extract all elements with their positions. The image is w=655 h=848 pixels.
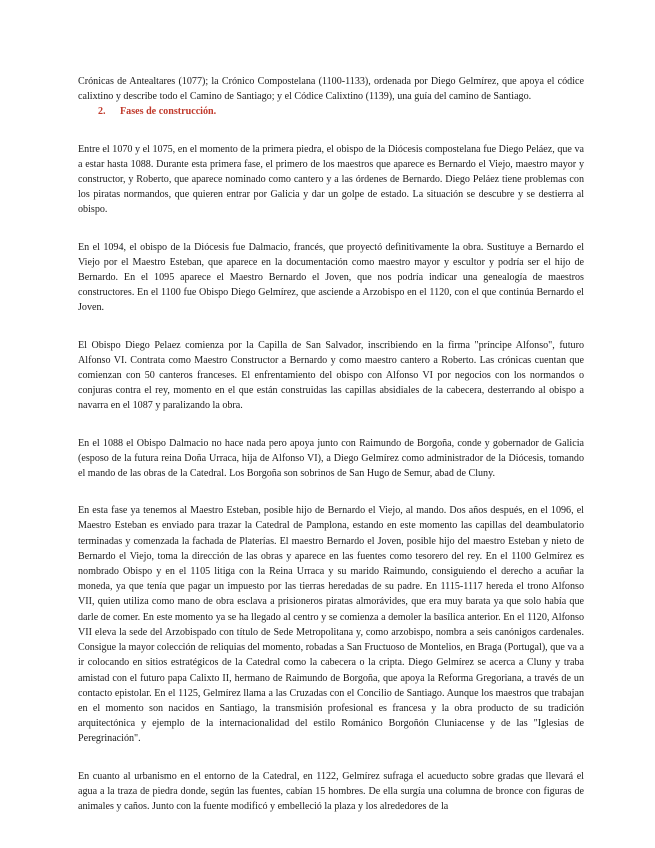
paragraph-1: Entre el 1070 y el 1075, en el momento de la primera piedra, el obispo de la Diócesis compostelana fue Diego Peláez, que va a estar hasta 1088. Durante esta primera fase, el primero de los maestros que aparece es Bernardo el Viejo, maestro mayor y constructor, y Roberto, que aparece nominado como cantero y a las órdenes de Bernardo. Diego Peláez tiene problemas con los piratas normandos, que quieren entrar por Galicia y dar un golpe de estado. La situación se descubre y se destierra al obispo. [78, 143, 584, 216]
paragraph-5: En esta fase ya tenemos al Maestro Esteban, posible hijo de Bernardo el Viejo, al mando. Dos años después, en el 1096, el Maestro Esteban es enviado para trazar la Catedral de Pamplona, estando en este momento las capillas del deambulatorio terminadas y comenzada la fachada de Platerías. El maestro Bernardo el Joven, posible hijo del maestro Esteban y nieto de Bernardo el Viejo, toma la dirección de las obras y aparece en las fuentes como tesorero del rey. En el 1100 Gelmírez es nombrado Obispo y en el 1105 litiga con la Reina Urraca y su marido Raimundo, consiguiendo el derecho a acuñar la moneda, ya que tenía que pagar un impuesto por las tierras heredadas de su padre. En 1115-1117 hereda el trono Alfonso VII, quien utiliza como mano de obra esclava a prisioneros piratas almorávides, que era muy barata ya que solo había que darle de comer. En este momento ya se ha llegado al centro y se comienza a demoler la basílica anterior. En el 1120, Alfonso VII eleva la sede del Arzobispado con título de Sede Metropolitana y, como arzobispo, nombra a seis canónigos cardenales. Consigue la mayor colección de reliquias del momento, robadas a San Fructuoso de Montelios, en Braga (Portugal), que va a ir colocando en sitios estratégicos de la Catedral como la cabecera o la cripta. Diego Gelmírez se acerca a Cluny y traba amistad con el futuro papa Calixto II, hermano de Raimundo de Borgoña, que apoya la Reforma Gregoriana, a través de un contacto epistolar. En el 1125, Gelmírez llama a las Cruzadas con el Concilio de Santiago. Aunque los maestros que trabajan en el momento son nacidos en Santiago, la transmisión profesional es francesa y la obra producto de su tradición arquitectónica y ejemplo de la internacionalidad del estilo Románico Borgoñón Cluniacense y de las "Iglesias de Peregrinación". [78, 505, 584, 745]
paragraph-4: En el 1088 el Obispo Dalmacio no hace nada pero apoya junto con Raimundo de Borgoña, conde y gobernador de Galicia (esposo de la futura reina Doña Urraca, hija de Alfonso VI), a Diego Gelmírez como administrador de la Diócesis, tomando el mando de las obras de la Catedral. Los Borgoña son sobrinos de San Hugo de Semur, abad de Cluny. [78, 437, 584, 480]
paragraph-2: En el 1094, el obispo de la Diócesis fue Dalmacio, francés, que proyectó definitivamente la obra. Sustituye a Bernardo el Viejo por el Maestro Esteban, que aparece en la documentación como maestro mayor y escultor y podría ser el hijo de Bernardo. En el 1095 aparece el Maestro Bernardo el Joven, que nos podría indicar una genealogía de maestros constructores. En el 1100 fue Obispo Diego Gelmírez, que asciende a Arzobispo en el 1120, con el que continúa Bernardo el Joven. [78, 241, 584, 314]
paragraph-3: El Obispo Diego Pelaez comienza por la Capilla de San Salvador, inscribiendo en la firma "príncipe Alfonso", futuro Alfonso VI. Contrata como Maestro Constructor a Bernardo y como maestro cantero a Roberto. Las crónicas cuentan que comienzan con 50 canteros franceses. El enfrentamiento del obispo con Alfonso VI por negocios con los normandos o conjuras contra el rey, momento en el que están construidas las capillas absidiales de la cabecera, desterrando al obispo a navarra en el 1087 y paralizando la obra. [78, 339, 584, 412]
intro-paragraph: Crónicas de Antealtares (1077); la Crónico Compostelana (1100-1133), ordenada por Diego Gelmírez, que apoya el códice calixtino y describe todo el Camino de Santiago; y el Códice Calixtino (1139), una guía del camino de Santiago. [78, 76, 584, 103]
section-title: Fases de construcción. [120, 106, 217, 118]
section-number: 2. [98, 106, 106, 118]
paragraph-6: En cuanto al urbanismo en el entorno de la Catedral, en 1122, Gelmírez sufraga el acueducto sobre gradas que llevará el agua a la traza de piedra donde, según las fuentes, cabían 15 hombres. De ella surgía una columna de bronce con figuras de animales y caños. Junto con la fuente modificó y embelleció la plaza y los alrededores de la [78, 770, 584, 812]
section-heading [98, 104, 584, 119]
